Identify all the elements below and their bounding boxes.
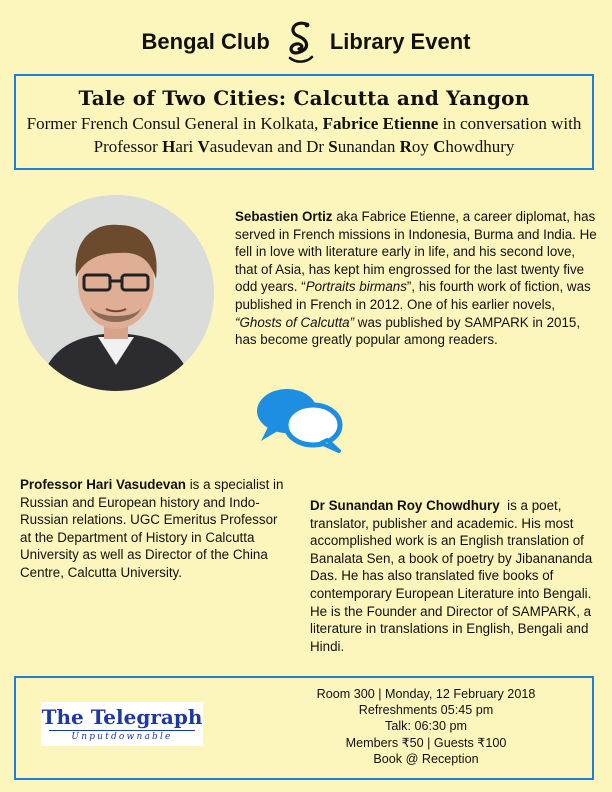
initial: R	[399, 137, 412, 156]
bio-sunandan-roy-chowdhury	[310, 497, 600, 655]
bio-text: aka Fabrice Etienne, a career diplomat, has served in French missions in Indonesia, Burma and India. He fell in love with literature early in life, and his second love, that of Asia, has kept him engrossed for the last twenty five odd years. “	[235, 209, 597, 295]
event-subtitle-line1	[16, 112, 592, 135]
portrait-illustration	[18, 195, 214, 391]
subtitle-text: asudevan and Dr	[209, 137, 329, 156]
subtitle-text: unandan	[337, 137, 400, 156]
event-type: Library Event	[329, 29, 471, 54]
speaker-name: Fabrice Etienne	[322, 114, 439, 133]
bengal-club-logo-icon	[280, 18, 320, 66]
subtitle-text: Former French Consul General in Kolkata,	[26, 114, 323, 133]
club-name: Bengal Club	[141, 29, 270, 54]
bio-name: Dr Sunandan Roy Chowdhury	[310, 498, 500, 513]
detail-line: Refreshments 05:45 pm	[358, 703, 494, 718]
subtitle-text: Professor	[93, 137, 163, 156]
sponsor-logo	[41, 702, 203, 746]
speaker-photo	[18, 195, 214, 391]
detail-line: Members ₹50 | Guests ₹100	[345, 735, 507, 750]
book-title: “Ghosts of Calcutta”	[235, 314, 355, 330]
bio-name: Sebastien Ortiz	[235, 209, 333, 224]
subtitle-text: ari	[175, 137, 198, 156]
initial: C	[433, 137, 446, 156]
detail-line: Talk: 06:30 pm	[385, 719, 467, 734]
sponsor-tagline: Unputdownable	[49, 730, 195, 744]
bio-text: was published by SAMPARK in 2015, has become greatly popular among readers.	[235, 314, 581, 348]
header	[0, 18, 612, 66]
event-subtitle-line2	[16, 135, 592, 158]
bio-text: is a specialist in Russian and European history and Indo-Russian relations. UGC Emeritus Professor at the Department of History in Calcutta University as well as Director of the China Centre, Calcutta University.	[20, 477, 284, 580]
initial: V	[197, 137, 210, 156]
subtitle-text: in conversation with	[438, 114, 582, 133]
title-box	[14, 74, 594, 170]
detail-line: Book @ Reception	[373, 751, 479, 766]
conversation-bubbles-icon	[255, 385, 345, 455]
initial: H	[162, 137, 176, 156]
event-details	[316, 686, 536, 767]
bio-text: is a poet, translator, publisher and academic. His most accomplished work is an English translation of Banalata Sen, a book of poetry by Jibanananda Das. He has also translated five books of contemporary European Literature into Bengali. He is the Founder and Director of SAMPARK, a literature in translations in English, Bengali and Hindi.	[310, 498, 596, 654]
event-title: Tale of Two Cities: Calcutta and Yangon	[78, 86, 530, 110]
book-title: Portraits birmans	[305, 279, 407, 295]
detail-line: Room 300 | Monday, 12 February 2018	[316, 687, 536, 701]
bio-sebastien-ortiz	[235, 208, 597, 349]
footer-box	[14, 676, 594, 780]
subtitle-text: howdhury	[445, 137, 515, 156]
bio-name: Professor Hari Vasudevan	[20, 477, 186, 492]
initial: S	[328, 137, 338, 156]
sponsor-name: The Telegraph	[41, 705, 203, 729]
subtitle-text: oy	[411, 137, 434, 156]
bio-hari-vasudevan	[20, 476, 288, 582]
bio-text: ”, his fourth work of fiction, was published in French in 2012. One of his earlier novels,	[235, 279, 591, 312]
